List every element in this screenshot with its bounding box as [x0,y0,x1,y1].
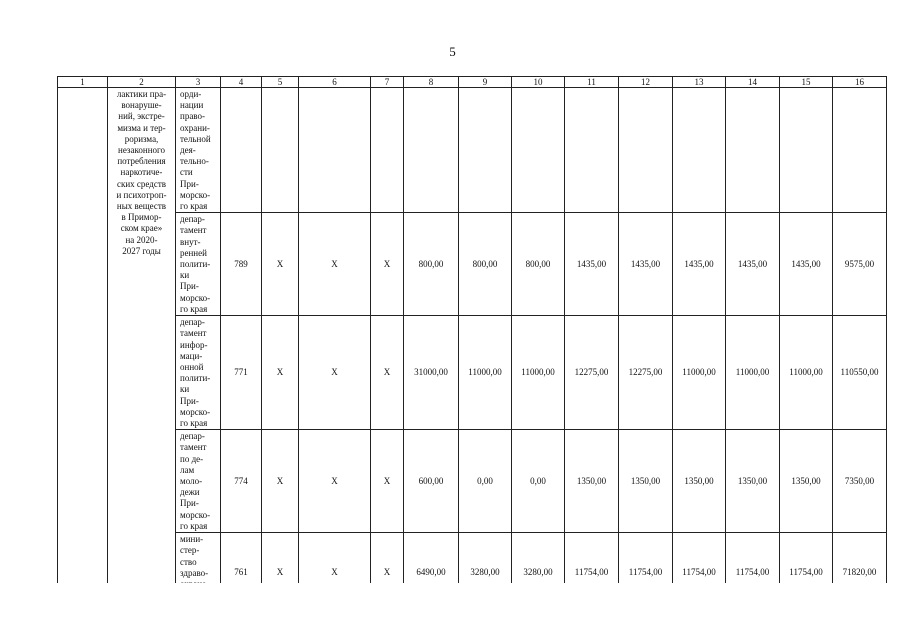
amount-cell: 1435,00 [673,213,726,316]
amount-cell: 11754,00 [673,533,726,613]
code-cell: X [299,533,371,613]
column-number: 15 [780,77,833,88]
executor-name: мини- стер- ство здраво- [180,534,209,578]
column-number: 13 [673,77,726,88]
executor-name: депар- тамент инфор- маци- онной полити- ки При- морско- го края [180,317,211,429]
code-cell: X [371,430,404,533]
code-cell: X [371,533,404,613]
amount-cell: 71820,00 [833,533,887,613]
amount-cell: 6490,00 [404,533,459,613]
code-cell [299,88,371,213]
amount-cell: 12275,00 [619,316,673,430]
column-number: 4 [221,77,262,88]
amount-cell: 11000,00 [512,316,565,430]
amount-cell: 3280,00 [459,533,512,613]
executor-name: депар- тамент по де- лам моло- дежи При- морско- го края [180,431,211,531]
amount-cell: 1350,00 [565,430,619,533]
code-cell: X [299,316,371,430]
amount-cell: 1350,00 [726,430,780,533]
budget-code-cell: 789 [221,213,262,316]
code-cell: X [262,213,299,316]
amount-cell: 1435,00 [619,213,673,316]
empty-number-cell [58,88,108,613]
amount-cell: 1435,00 [565,213,619,316]
amount-cell [833,88,887,213]
budget-code-cell [221,88,262,213]
executor-cell [176,316,221,430]
amount-cell: 1350,00 [780,430,833,533]
amount-cell: 12275,00 [565,316,619,430]
table-row [58,430,887,533]
code-cell: X [262,533,299,613]
executor-name: орди- нации право- охрани- тельной дея- тельно- сти При- морско- го края [180,89,211,212]
amount-cell: 11754,00 [726,533,780,613]
table-row [58,316,887,430]
amount-cell: 600,00 [404,430,459,533]
page-number: 5 [449,44,456,59]
page-bottom-margin [0,583,905,640]
code-cell [262,88,299,213]
table-row [58,88,887,213]
amount-cell [619,88,673,213]
code-cell: X [262,430,299,533]
column-number: 8 [404,77,459,88]
amount-cell [726,88,780,213]
column-number: 16 [833,77,887,88]
amount-cell: 11000,00 [780,316,833,430]
column-number-row [58,77,887,88]
amount-cell: 31000,00 [404,316,459,430]
amount-cell: 11000,00 [673,316,726,430]
code-cell: X [299,213,371,316]
amount-cell: 7350,00 [833,430,887,533]
table-row [58,213,887,316]
executor-cell [176,88,221,213]
executor-name: депар- тамент внут- ренней полити- ки При- морско- го края [180,214,211,314]
column-number: 12 [619,77,673,88]
amount-cell: 0,00 [512,430,565,533]
column-number: 1 [58,77,108,88]
column-number: 3 [176,77,221,88]
amount-cell: 800,00 [459,213,512,316]
amount-cell: 11754,00 [780,533,833,613]
column-number: 2 [108,77,176,88]
code-cell: X [299,430,371,533]
amount-cell: 11000,00 [726,316,780,430]
budget-table [57,76,887,613]
column-number: 9 [459,77,512,88]
amount-cell: 1350,00 [619,430,673,533]
amount-cell [780,88,833,213]
executor-cell [176,213,221,316]
budget-code-cell: 761 [221,533,262,613]
amount-cell: 800,00 [512,213,565,316]
amount-cell: 11000,00 [459,316,512,430]
program-name: лактики пра- вонаруше- ний, экстре- мизма и тер- роризма, незаконного потребления наркотиче- ских средств и психотроп- ных веществ в Примор- ском крае» на 2020- 2027 годы [116,89,167,256]
amount-cell: 800,00 [404,213,459,316]
program-name-cell [108,88,176,613]
amount-cell: 110550,00 [833,316,887,430]
code-cell: X [262,316,299,430]
column-number: 5 [262,77,299,88]
amount-cell: 11754,00 [565,533,619,613]
code-cell [371,88,404,213]
amount-cell: 9575,00 [833,213,887,316]
amount-cell: 11754,00 [619,533,673,613]
amount-cell [404,88,459,213]
executor-cell [176,430,221,533]
amount-cell: 1350,00 [673,430,726,533]
amount-cell: 1435,00 [726,213,780,316]
code-cell: X [371,213,404,316]
budget-code-cell: 771 [221,316,262,430]
code-cell: X [371,316,404,430]
column-number: 11 [565,77,619,88]
column-number: 7 [371,77,404,88]
amount-cell [673,88,726,213]
amount-cell [459,88,512,213]
column-number: 14 [726,77,780,88]
amount-cell [565,88,619,213]
budget-code-cell: 774 [221,430,262,533]
column-number: 10 [512,77,565,88]
amount-cell: 3280,00 [512,533,565,613]
amount-cell [512,88,565,213]
column-number: 6 [299,77,371,88]
amount-cell: 0,00 [459,430,512,533]
amount-cell: 1435,00 [780,213,833,316]
